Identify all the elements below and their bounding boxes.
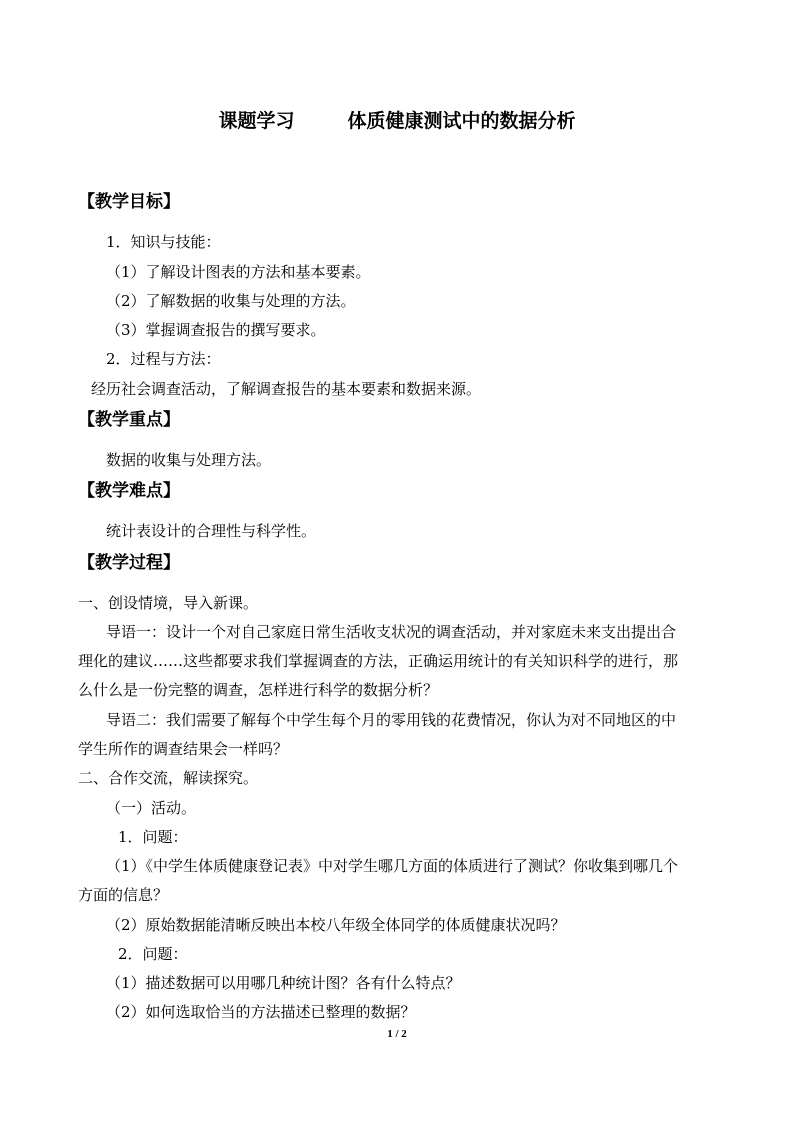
key-point-heading: 【教学重点】: [78, 410, 180, 430]
objectives-item-1-1: （1）了解设计图表的方法和基本要素。: [106, 263, 371, 281]
objectives-item-1-2: （2）了解数据的收集与处理的方法。: [106, 292, 356, 310]
intro-2-line-1: 导语二：我们需要了解每个中学生每个月的零用钱的花费情况，你认为对不同地区的中: [106, 711, 677, 729]
question-1-2: （2）原始数据能清晰反映出本校八年级全体同学的体质健康状况吗？: [106, 916, 566, 934]
page-number: 1 / 2: [387, 1028, 407, 1040]
intro-1-line-2: 理化的建议……这些都要求我们掌握调查的方法，正确运用统计的有关知识科学的进行，那: [78, 652, 679, 670]
difficulty-text: 统计表设计的合理性与科学性。: [106, 522, 317, 540]
process-heading: 【教学过程】: [78, 553, 180, 573]
key-point-text: 数据的收集与处理方法。: [106, 451, 272, 469]
difficulty-heading: 【教学难点】: [78, 481, 180, 501]
question-1-1-line-1: （1）《中学生体质健康登记表》中对学生哪几方面的体质进行了测试？你收集到哪几个: [106, 857, 679, 875]
question-2-1: （1）描述数据可以用哪几种统计图？各有什么特点？: [106, 974, 461, 992]
process-part-1-title: 一、创设情境，导入新课。: [78, 594, 259, 612]
document-title: 课题学习 体质健康测试中的数据分析: [218, 110, 576, 132]
question-1-1-line-2: 方面的信息？: [78, 886, 169, 904]
intro-1-line-1: 导语一：设计一个对自己家庭日常生活收支状况的调查活动，并对家庭未来支出提出合: [106, 623, 677, 641]
process-part-2-title: 二、合作交流，解读探究。: [78, 769, 259, 787]
question-2-2: （2）如何选取恰当的方法描述已整理的数据？: [106, 1003, 416, 1021]
objectives-item-1: 1．知识与技能：: [106, 233, 221, 251]
question-2-title: 2．问题：: [118, 945, 188, 963]
intro-1-line-3: 么什么是一份完整的调查，怎样进行科学的数据分析？: [78, 681, 439, 699]
objectives-heading: 【教学目标】: [78, 192, 180, 212]
intro-2-line-2: 学生所作的调查结果会一样吗？: [78, 740, 289, 758]
objectives-item-2: 2．过程与方法：: [106, 350, 221, 368]
objectives-item-2-text: 经历社会调查活动，了解调查报告的基本要素和数据来源。: [91, 380, 482, 398]
activity-title: （一）活动。: [106, 799, 197, 817]
question-1-title: 1．问题：: [118, 828, 188, 846]
objectives-item-1-3: （3）掌握调查报告的撰写要求。: [106, 321, 326, 339]
